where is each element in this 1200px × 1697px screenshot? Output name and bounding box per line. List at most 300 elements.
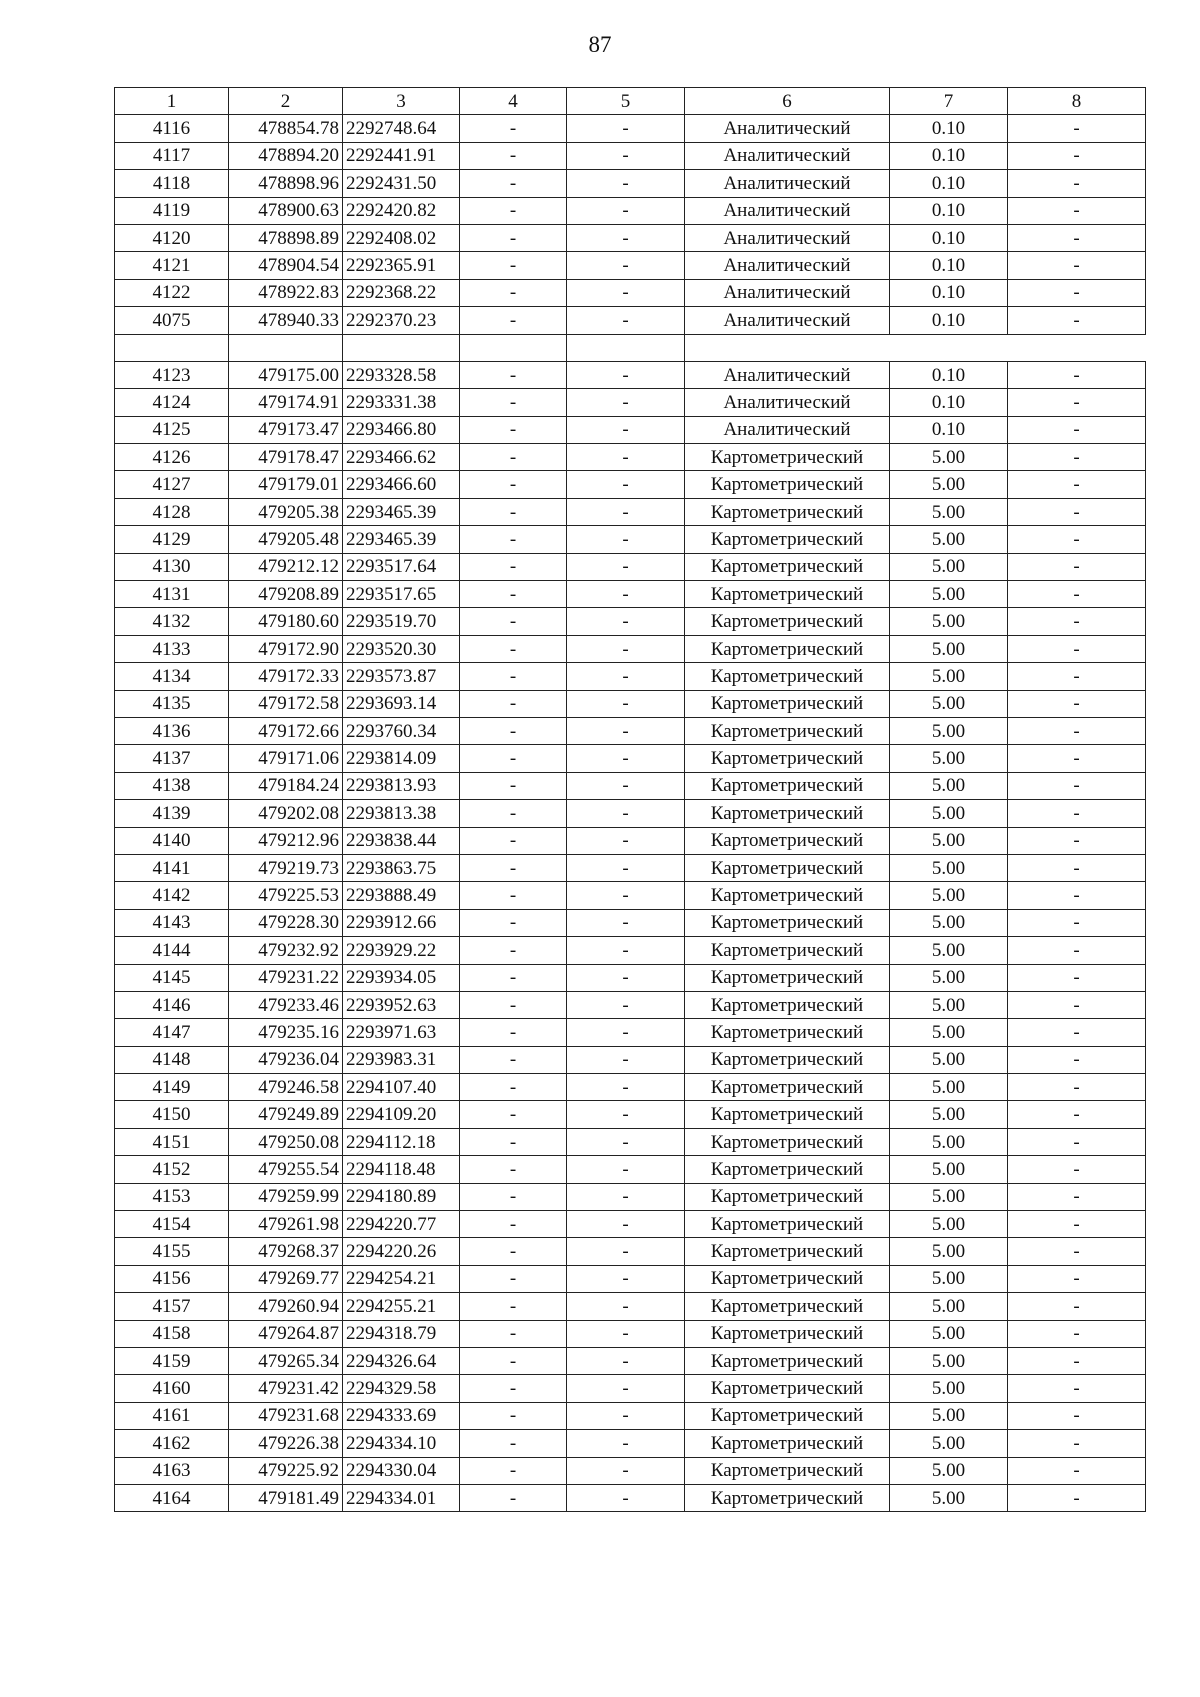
table-cell: 2293838.44 <box>343 827 460 854</box>
table-cell: - <box>567 197 685 224</box>
table-cell: 479205.38 <box>229 498 343 525</box>
table-cell: - <box>567 1375 685 1402</box>
table-cell: 4139 <box>115 800 229 827</box>
table-cell: 5.00 <box>890 772 1008 799</box>
table-cell: 5.00 <box>890 1211 1008 1238</box>
table-cell: - <box>567 526 685 553</box>
table-cell: 4118 <box>115 170 229 197</box>
table-cell: Картометрический <box>685 800 890 827</box>
table-cell: - <box>567 882 685 909</box>
table-cell: - <box>1008 224 1146 251</box>
table-row <box>115 1320 1146 1347</box>
table-cell: 4138 <box>115 772 229 799</box>
table-row <box>115 1265 1146 1292</box>
table-cell: 5.00 <box>890 800 1008 827</box>
table-cell: 5.00 <box>890 444 1008 471</box>
table-cell: 4163 <box>115 1457 229 1484</box>
table-cell: 5.00 <box>890 1156 1008 1183</box>
table-row <box>115 526 1146 553</box>
table-cell: 479231.22 <box>229 964 343 991</box>
table-cell: 479269.77 <box>229 1265 343 1292</box>
table-cell: - <box>567 1430 685 1457</box>
table-cell: - <box>567 471 685 498</box>
table-cell: - <box>460 800 567 827</box>
table-cell: - <box>1008 416 1146 443</box>
table-cell: Картометрический <box>685 1402 890 1429</box>
table-cell: 5.00 <box>890 1128 1008 1155</box>
table-cell: 2293983.31 <box>343 1046 460 1073</box>
table-cell: - <box>1008 307 1146 334</box>
table-cell: 2293912.66 <box>343 909 460 936</box>
table-cell: 4136 <box>115 717 229 744</box>
table-cell: 4150 <box>115 1101 229 1128</box>
table-cell: Картометрический <box>685 717 890 744</box>
table-cell: Аналитический <box>685 389 890 416</box>
table-cell: Картометрический <box>685 663 890 690</box>
table-cell: - <box>1008 170 1146 197</box>
table-cell: 2293813.93 <box>343 772 460 799</box>
table-cell: - <box>567 854 685 881</box>
table-cell: - <box>567 1128 685 1155</box>
table-cell: 5.00 <box>890 1402 1008 1429</box>
table-cell: Картометрический <box>685 444 890 471</box>
table-cell: 4121 <box>115 252 229 279</box>
table-cell: - <box>460 1375 567 1402</box>
table-cell: - <box>460 937 567 964</box>
table-row <box>115 1347 1146 1374</box>
table-cell: - <box>460 1046 567 1073</box>
table-cell: Картометрический <box>685 1484 890 1511</box>
table-cell: 479233.46 <box>229 991 343 1018</box>
table-cell: - <box>567 827 685 854</box>
table-cell: - <box>460 1128 567 1155</box>
table-cell: - <box>567 1101 685 1128</box>
table-row <box>115 1211 1146 1238</box>
table-cell: Картометрический <box>685 690 890 717</box>
table-cell: Картометрический <box>685 909 890 936</box>
table-cell: - <box>1008 1128 1146 1155</box>
table-cell: 2292368.22 <box>343 279 460 306</box>
table-cell: 0.10 <box>890 416 1008 443</box>
table-cell: - <box>567 690 685 717</box>
table-cell: 478898.89 <box>229 224 343 251</box>
table-cell: - <box>1008 909 1146 936</box>
table-cell: 2294330.04 <box>343 1457 460 1484</box>
table-cell: - <box>567 1074 685 1101</box>
table-cell: - <box>460 1101 567 1128</box>
table-row <box>115 800 1146 827</box>
table-cell: Картометрический <box>685 1101 890 1128</box>
table-cell: 479226.38 <box>229 1430 343 1457</box>
table-cell: 4151 <box>115 1128 229 1155</box>
table-cell: - <box>460 663 567 690</box>
table-cell: Картометрический <box>685 991 890 1018</box>
table-cell: - <box>460 635 567 662</box>
table-cell: - <box>1008 1238 1146 1265</box>
table-cell: Картометрический <box>685 882 890 909</box>
table-cell: - <box>567 1183 685 1210</box>
table-cell: 5.00 <box>890 581 1008 608</box>
table-cell: 5.00 <box>890 827 1008 854</box>
table-cell: - <box>460 1402 567 1429</box>
table-cell: Картометрический <box>685 471 890 498</box>
table-cell: 0.10 <box>890 142 1008 169</box>
table-cell: 2293971.63 <box>343 1019 460 1046</box>
table-cell: 2293517.64 <box>343 553 460 580</box>
table-cell: 4130 <box>115 553 229 580</box>
table-cell: 2293519.70 <box>343 608 460 635</box>
table-cell: Аналитический <box>685 307 890 334</box>
table-cell: 4159 <box>115 1347 229 1374</box>
table-row <box>115 1019 1146 1046</box>
table-cell: 5.00 <box>890 717 1008 744</box>
table-cell: 4153 <box>115 1183 229 1210</box>
table-cell: 5.00 <box>890 608 1008 635</box>
table-cell: 2293814.09 <box>343 745 460 772</box>
table-cell: 4147 <box>115 1019 229 1046</box>
table-cell: 5.00 <box>890 1074 1008 1101</box>
table-cell: Картометрический <box>685 1128 890 1155</box>
table-cell: - <box>460 1074 567 1101</box>
table-cell: - <box>567 1019 685 1046</box>
table-cell: 2294334.10 <box>343 1430 460 1457</box>
table-cell: 479178.47 <box>229 444 343 471</box>
table-cell: 2293952.63 <box>343 991 460 1018</box>
table-cell: - <box>460 1484 567 1511</box>
table-cell: - <box>460 361 567 388</box>
table-cell: 5.00 <box>890 553 1008 580</box>
table-cell: 2293465.39 <box>343 498 460 525</box>
table-cell: 4125 <box>115 416 229 443</box>
table-row <box>115 1457 1146 1484</box>
table-cell: 479172.33 <box>229 663 343 690</box>
table-cell: - <box>460 444 567 471</box>
table-cell: 5.00 <box>890 498 1008 525</box>
table-cell: - <box>460 471 567 498</box>
table-cell: Картометрический <box>685 854 890 881</box>
table-cell: - <box>1008 444 1146 471</box>
table-separator <box>115 334 1146 361</box>
table-cell: 5.00 <box>890 909 1008 936</box>
table-cell: 5.00 <box>890 471 1008 498</box>
table-cell: - <box>1008 635 1146 662</box>
table-cell: Картометрический <box>685 772 890 799</box>
table-row <box>115 581 1146 608</box>
table-cell: 5.00 <box>890 882 1008 909</box>
table-cell: Аналитический <box>685 170 890 197</box>
table-cell: Картометрический <box>685 1211 890 1238</box>
table-cell: 4156 <box>115 1265 229 1292</box>
table-cell: Аналитический <box>685 361 890 388</box>
table-cell: - <box>460 307 567 334</box>
table-cell: - <box>460 964 567 991</box>
table-cell: 2293929.22 <box>343 937 460 964</box>
table-cell: - <box>567 581 685 608</box>
table-cell: 4164 <box>115 1484 229 1511</box>
table-cell: Аналитический <box>685 224 890 251</box>
table-cell: - <box>567 1156 685 1183</box>
table-row <box>115 1375 1146 1402</box>
table-cell: 2294255.21 <box>343 1293 460 1320</box>
table-cell: 479246.58 <box>229 1074 343 1101</box>
table-cell: Аналитический <box>685 279 890 306</box>
table-cell: 5.00 <box>890 663 1008 690</box>
table-cell: 4160 <box>115 1375 229 1402</box>
table-cell: - <box>460 882 567 909</box>
table-cell: 2293465.39 <box>343 526 460 553</box>
table-cell: - <box>1008 581 1146 608</box>
table-cell: - <box>1008 252 1146 279</box>
table-cell: - <box>567 1238 685 1265</box>
table-cell: 4119 <box>115 197 229 224</box>
table-cell: 479231.68 <box>229 1402 343 1429</box>
table-cell: 2293328.58 <box>343 361 460 388</box>
table-cell: 2292408.02 <box>343 224 460 251</box>
table-cell: 2292370.23 <box>343 307 460 334</box>
coordinates-table <box>114 87 1146 1512</box>
table-cell: 479184.24 <box>229 772 343 799</box>
table-cell: 2293863.75 <box>343 854 460 881</box>
table-cell: 2294333.69 <box>343 1402 460 1429</box>
table-cell: Аналитический <box>685 416 890 443</box>
header-cell: 5 <box>567 88 685 115</box>
table-cell: - <box>1008 1265 1146 1292</box>
table-cell: 2292365.91 <box>343 252 460 279</box>
table-cell: 479208.89 <box>229 581 343 608</box>
table-cell: - <box>567 115 685 142</box>
table-cell: 479228.30 <box>229 909 343 936</box>
table-cell: 479249.89 <box>229 1101 343 1128</box>
table-row <box>115 361 1146 388</box>
header-row <box>115 88 1146 115</box>
table-cell: - <box>1008 772 1146 799</box>
table-cell: 4075 <box>115 307 229 334</box>
table-cell: - <box>567 252 685 279</box>
table-cell: 479181.49 <box>229 1484 343 1511</box>
table-cell: 479255.54 <box>229 1156 343 1183</box>
table-row <box>115 1293 1146 1320</box>
table-cell: - <box>460 745 567 772</box>
table-cell: - <box>1008 1402 1146 1429</box>
table-cell: Картометрический <box>685 1457 890 1484</box>
table-cell: 479235.16 <box>229 1019 343 1046</box>
table-cell: - <box>1008 526 1146 553</box>
table-cell: 5.00 <box>890 1183 1008 1210</box>
table-cell: 479179.01 <box>229 471 343 498</box>
table-cell: Картометрический <box>685 1074 890 1101</box>
table-cell: - <box>460 909 567 936</box>
table-cell: 4143 <box>115 909 229 936</box>
table-row <box>115 252 1146 279</box>
table-cell: 478904.54 <box>229 252 343 279</box>
table-cell: - <box>1008 1046 1146 1073</box>
table-row <box>115 444 1146 471</box>
table-cell: 4142 <box>115 882 229 909</box>
table-group-1 <box>115 115 1146 334</box>
table-row <box>115 690 1146 717</box>
table-cell: Аналитический <box>685 252 890 279</box>
table-cell: 2292748.64 <box>343 115 460 142</box>
table-cell: - <box>460 1320 567 1347</box>
table-cell: 2293934.05 <box>343 964 460 991</box>
table-cell: 479172.66 <box>229 717 343 744</box>
table-row <box>115 964 1146 991</box>
table-cell: 5.00 <box>890 1019 1008 1046</box>
table-cell: - <box>567 498 685 525</box>
table-cell: - <box>1008 991 1146 1018</box>
table-cell: Картометрический <box>685 827 890 854</box>
table-cell: 4141 <box>115 854 229 881</box>
table-cell: 5.00 <box>890 937 1008 964</box>
table-cell: 479225.92 <box>229 1457 343 1484</box>
table-row <box>115 772 1146 799</box>
table-cell: 5.00 <box>890 991 1008 1018</box>
table-row <box>115 745 1146 772</box>
table-cell: - <box>460 1430 567 1457</box>
table-cell: 5.00 <box>890 1238 1008 1265</box>
table-cell: 4128 <box>115 498 229 525</box>
table-row <box>115 1074 1146 1101</box>
table-cell: - <box>460 717 567 744</box>
table-cell: - <box>567 307 685 334</box>
table-cell: - <box>567 717 685 744</box>
table-cell: - <box>460 1238 567 1265</box>
table-cell: - <box>567 1457 685 1484</box>
table-cell: 479205.48 <box>229 526 343 553</box>
table-row <box>115 1183 1146 1210</box>
table-cell: - <box>567 142 685 169</box>
table-cell: 479202.08 <box>229 800 343 827</box>
table-row <box>115 1430 1146 1457</box>
table-cell: - <box>567 224 685 251</box>
table-cell: 478940.33 <box>229 307 343 334</box>
table-cell: Картометрический <box>685 745 890 772</box>
table-cell: 4133 <box>115 635 229 662</box>
table-cell: 478898.96 <box>229 170 343 197</box>
table-cell: - <box>1008 1019 1146 1046</box>
table-cell: 2294334.01 <box>343 1484 460 1511</box>
table-row <box>115 882 1146 909</box>
table-cell: 0.10 <box>890 224 1008 251</box>
table-cell: - <box>460 1211 567 1238</box>
header-cell: 1 <box>115 88 229 115</box>
table-cell: 4122 <box>115 279 229 306</box>
table-cell: - <box>567 937 685 964</box>
table-cell: 479260.94 <box>229 1293 343 1320</box>
table-cell: Картометрический <box>685 1347 890 1374</box>
table-cell: - <box>1008 717 1146 744</box>
table-cell: 4123 <box>115 361 229 388</box>
table-cell: 479172.90 <box>229 635 343 662</box>
table-cell: - <box>1008 361 1146 388</box>
table-cell: - <box>1008 1484 1146 1511</box>
table-row <box>115 635 1146 662</box>
table-cell: 4116 <box>115 115 229 142</box>
table-cell: 5.00 <box>890 690 1008 717</box>
table-cell: 2294112.18 <box>343 1128 460 1155</box>
table-cell: 479172.58 <box>229 690 343 717</box>
table-row <box>115 115 1146 142</box>
table-cell: - <box>1008 745 1146 772</box>
table-cell: - <box>567 1211 685 1238</box>
table-cell: Картометрический <box>685 1320 890 1347</box>
table-cell: 2293517.65 <box>343 581 460 608</box>
table-row <box>115 991 1146 1018</box>
table-cell: - <box>460 690 567 717</box>
table-cell: 4145 <box>115 964 229 991</box>
table-row <box>115 608 1146 635</box>
table-cell: - <box>1008 937 1146 964</box>
table-cell: - <box>460 498 567 525</box>
table-cell: - <box>460 581 567 608</box>
table-cell: - <box>1008 690 1146 717</box>
table-cell: - <box>567 1046 685 1073</box>
table-row <box>115 471 1146 498</box>
table-cell: 479231.42 <box>229 1375 343 1402</box>
table-cell: 4158 <box>115 1320 229 1347</box>
table-cell: 4140 <box>115 827 229 854</box>
table-row <box>115 717 1146 744</box>
table-cell: 2294107.40 <box>343 1074 460 1101</box>
table-cell: - <box>567 1347 685 1374</box>
table-cell: - <box>567 745 685 772</box>
table-cell: 4120 <box>115 224 229 251</box>
table-cell: - <box>1008 1347 1146 1374</box>
table-cell: 4137 <box>115 745 229 772</box>
table-cell: Картометрический <box>685 553 890 580</box>
table-cell: 2294318.79 <box>343 1320 460 1347</box>
table-cell: 479174.91 <box>229 389 343 416</box>
header-cell: 6 <box>685 88 890 115</box>
header-cell: 3 <box>343 88 460 115</box>
table-cell: - <box>460 1457 567 1484</box>
table-cell: - <box>567 553 685 580</box>
table-cell: - <box>1008 1293 1146 1320</box>
table-cell: - <box>567 1293 685 1320</box>
table-cell: - <box>567 389 685 416</box>
table-cell: - <box>460 772 567 799</box>
table-row <box>115 416 1146 443</box>
table-cell: 4149 <box>115 1074 229 1101</box>
table-cell: - <box>567 1265 685 1292</box>
table-row <box>115 1101 1146 1128</box>
table-cell: 2293466.60 <box>343 471 460 498</box>
table-cell: 5.00 <box>890 1046 1008 1073</box>
table-cell: - <box>460 991 567 1018</box>
table-row <box>115 1128 1146 1155</box>
separator-row <box>115 334 1146 361</box>
table-cell: - <box>567 635 685 662</box>
table-cell: 4129 <box>115 526 229 553</box>
table-cell: 479212.12 <box>229 553 343 580</box>
table-cell: Аналитический <box>685 197 890 224</box>
table-row <box>115 1156 1146 1183</box>
table-cell: 4146 <box>115 991 229 1018</box>
table-row <box>115 827 1146 854</box>
table-cell: 2294180.89 <box>343 1183 460 1210</box>
table-cell: - <box>460 827 567 854</box>
page-number: 87 <box>588 32 612 57</box>
table-cell: Картометрический <box>685 1375 890 1402</box>
table-cell: - <box>567 964 685 991</box>
table-cell: - <box>460 416 567 443</box>
table-cell: - <box>567 909 685 936</box>
table-cell: - <box>1008 1156 1146 1183</box>
table-cell: 5.00 <box>890 1320 1008 1347</box>
table-cell: 0.10 <box>890 197 1008 224</box>
table-cell: 5.00 <box>890 1484 1008 1511</box>
table-cell: 4161 <box>115 1402 229 1429</box>
